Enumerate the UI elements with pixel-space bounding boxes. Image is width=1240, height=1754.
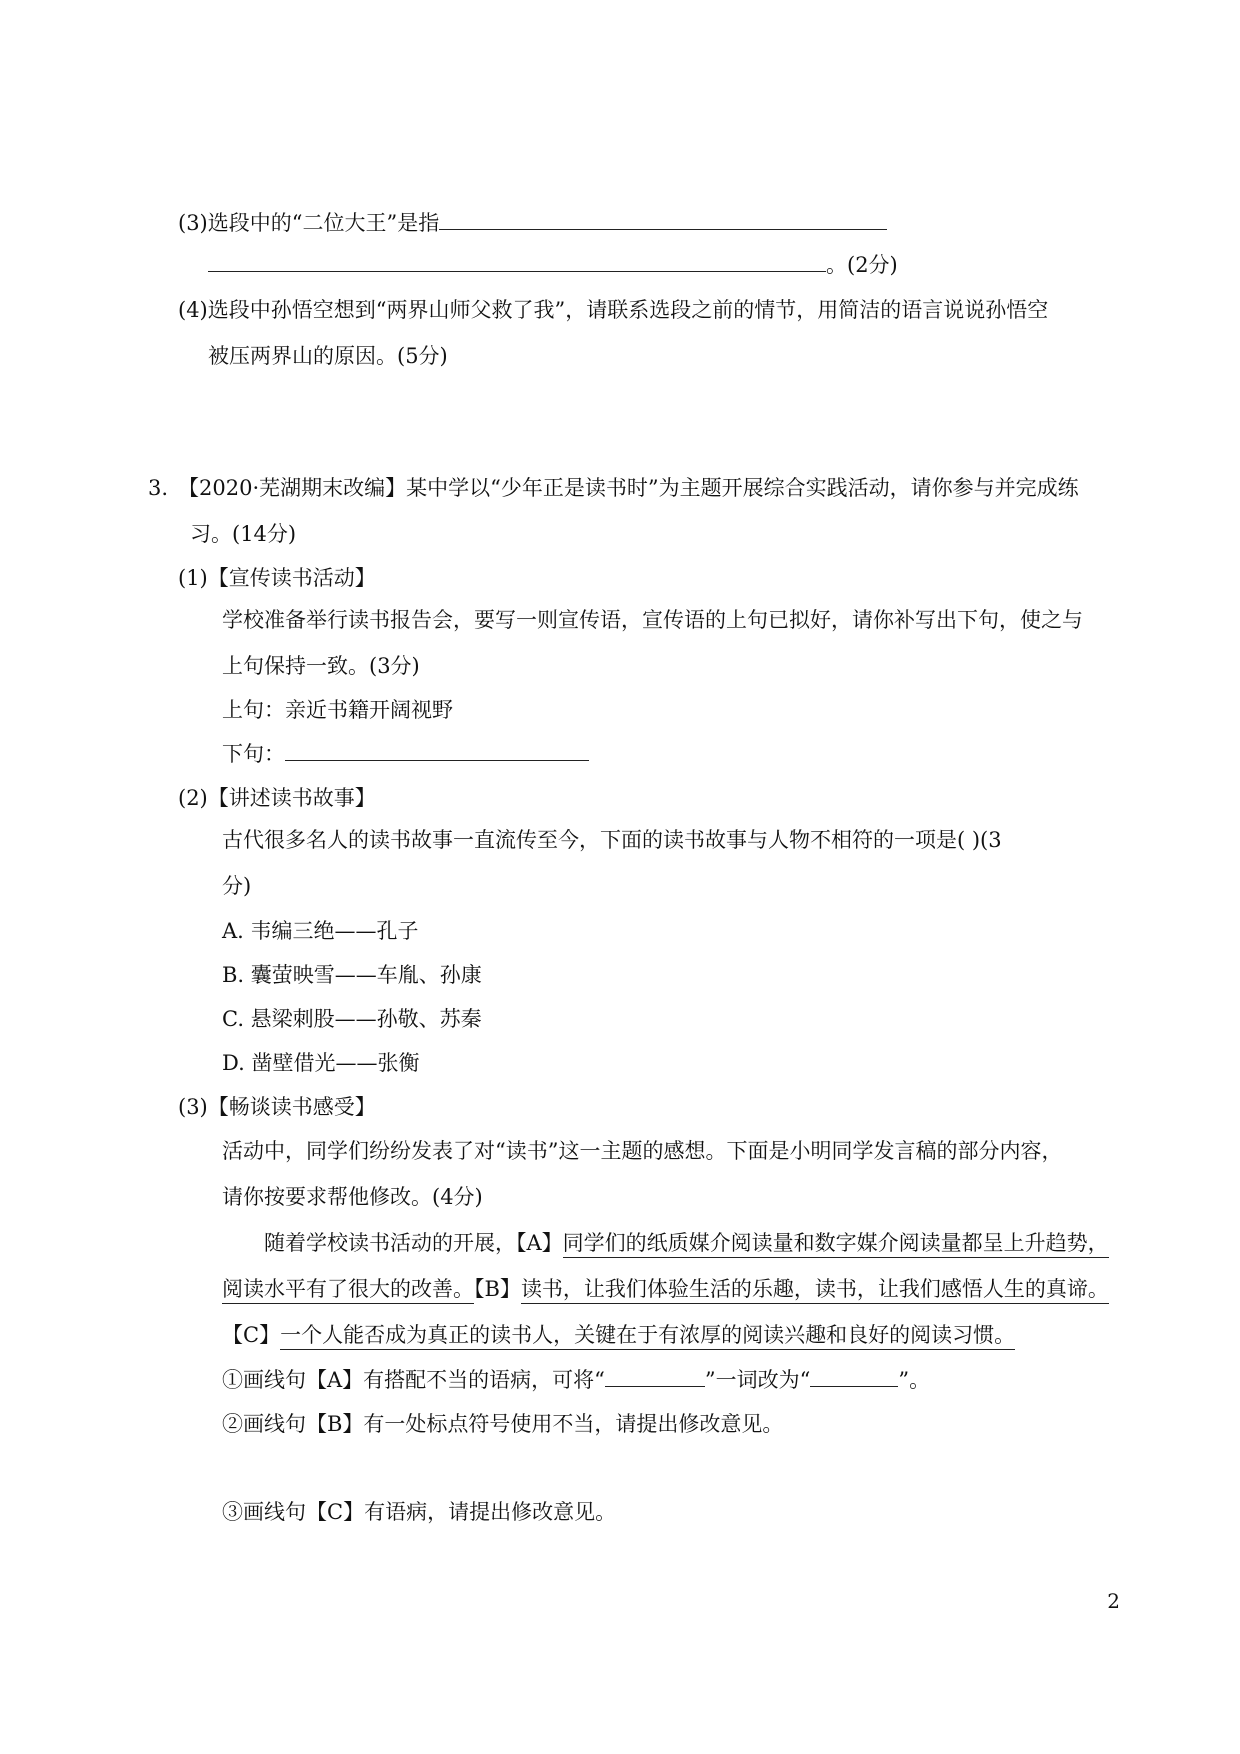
option-a: A. 韦编三绝——孔子	[222, 919, 419, 943]
part3-line1: 活动中，同学们纷纷发表了对“读书”这一主题的感想。下面是小明同学发言稿的部分内容，	[222, 1139, 1063, 1163]
subq1-mid: ”一词改为“	[704, 1368, 811, 1392]
q3-line1	[178, 208, 887, 238]
q3-points: 。(2分)	[826, 253, 898, 277]
part2-title: (2)【讲述读书故事】	[178, 786, 376, 810]
part1-line2: 上句保持一致。(3分)	[222, 654, 420, 678]
passage-line1	[264, 1228, 1109, 1258]
lower-line	[222, 739, 589, 769]
part3-line2: 请你按要求帮他修改。(4分)	[222, 1185, 483, 1209]
part3-title: (3)【畅谈读书感受】	[178, 1095, 376, 1119]
sentence-a-part1: 同学们的纸质媒介阅读量和数字媒介阅读量都呈上升趋势，	[563, 1231, 1109, 1258]
subq3: ③画线句【C】有语病，请提出修改意见。	[222, 1500, 617, 1524]
answer-blank[interactable]	[439, 209, 887, 230]
question-stem-line1: 【2020·芜湖期末改编】某中学以“少年正是读书时”为主题开展综合实践活动，请你参与并完成练	[178, 476, 1079, 500]
q4-line1: (4)选段中孙悟空想到“两界山师父救了我”，请联系选段之前的情节，用简洁的语言说说孙悟空	[178, 298, 1049, 322]
answer-blank[interactable]	[810, 1366, 898, 1387]
subq1	[222, 1365, 930, 1395]
question-stem-line2: 习。(14分)	[190, 522, 297, 546]
part2-line1: 古代很多名人的读书故事一直流传至今，下面的读书故事与人物不相符的一项是( )(3	[222, 828, 1002, 852]
subq1-pre: ①画线句【A】有搭配不当的语病，可将“	[222, 1368, 605, 1392]
tag-b: 【B】	[474, 1277, 521, 1301]
sentence-c: 一个人能否成为真正的读书人，关键在于有浓厚的阅读兴趣和良好的阅读习惯。	[280, 1323, 1015, 1350]
lower-label: 下句：	[222, 742, 285, 766]
part1-line1: 学校准备举行读书报告会，要写一则宣传语，宣传语的上句已拟好，请你补写出下句，使之与	[222, 608, 1083, 632]
subq2: ②画线句【B】有一处标点符号使用不当，请提出修改意见。	[222, 1412, 784, 1436]
part2-line2: 分)	[222, 874, 252, 898]
option-c: C. 悬梁刺股——孙敬、苏秦	[222, 1007, 482, 1031]
option-b: B. 囊萤映雪——车胤、孙康	[222, 963, 482, 987]
sentence-b: 读书，让我们体验生活的乐趣，读书，让我们感悟人生的真谛。	[521, 1277, 1109, 1304]
passage-line3	[222, 1320, 1015, 1350]
option-d: D. 凿壁借光——张衡	[222, 1051, 420, 1075]
q4-line2: 被压两界山的原因。(5分)	[208, 344, 448, 368]
q3-line2	[208, 250, 898, 280]
subq1-end: ”。	[898, 1368, 931, 1392]
tag-c: 【C】	[222, 1323, 281, 1347]
question-number: 3.	[148, 476, 169, 500]
passage-intro: 随着学校读书活动的开展，	[264, 1231, 516, 1255]
passage-line2	[222, 1274, 1109, 1304]
answer-blank[interactable]	[605, 1366, 705, 1387]
sentence-a-part2: 阅读水平有了很大的改善。	[222, 1277, 474, 1304]
answer-blank[interactable]	[285, 740, 589, 761]
part1-title: (1)【宣传读书活动】	[178, 566, 376, 590]
q3-prefix: (3)选段中的“二位大王”是指	[178, 211, 440, 235]
page-number: 2	[1107, 1589, 1120, 1613]
upper-line: 上句：亲近书籍开阔视野	[222, 698, 453, 722]
tag-a: 【A】	[516, 1231, 563, 1255]
answer-blank[interactable]	[208, 251, 826, 272]
